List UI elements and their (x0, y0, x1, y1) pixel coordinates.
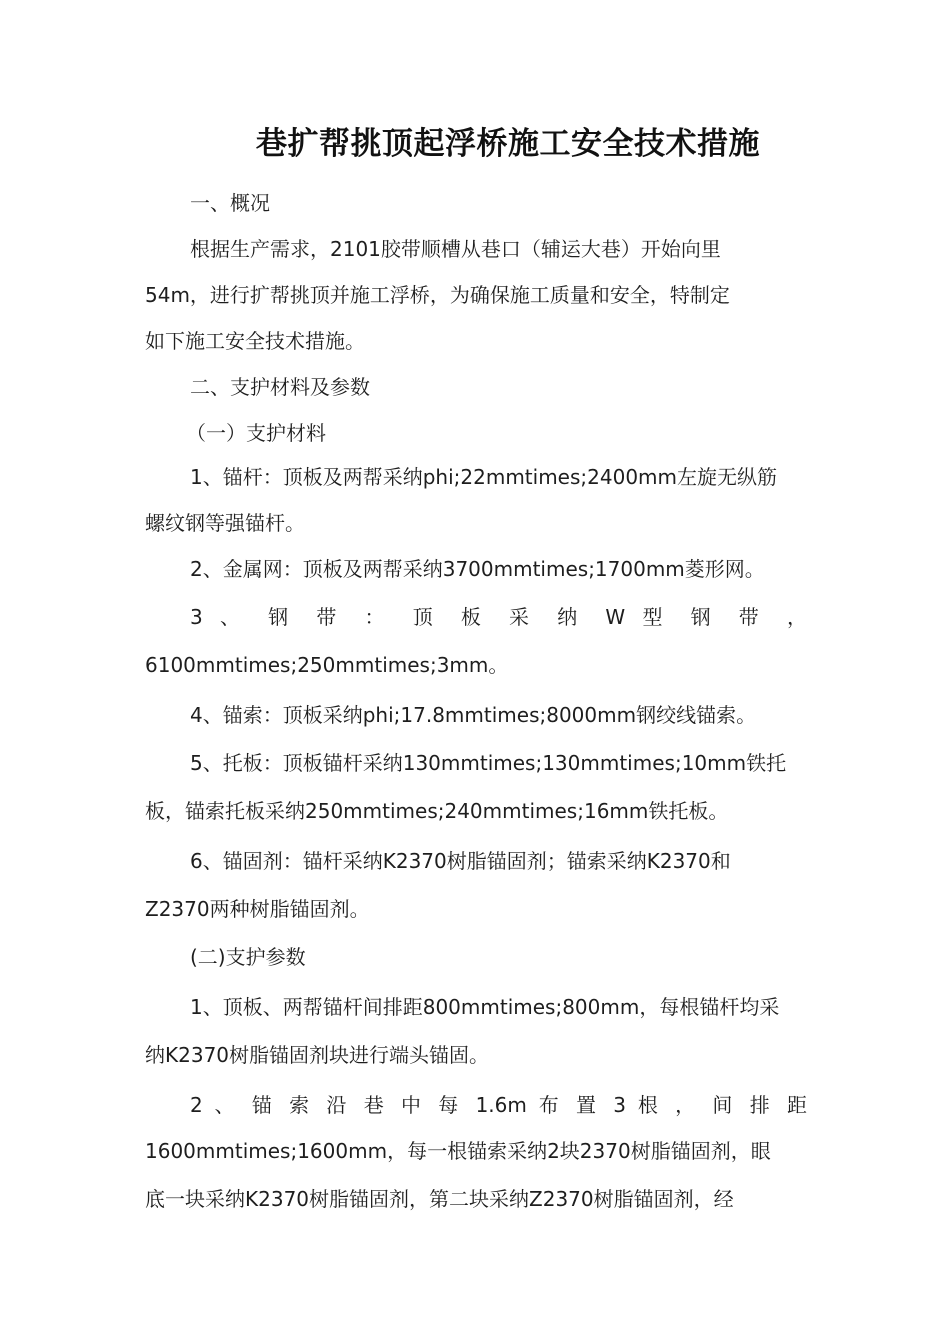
paragraph-line: Z2370两种树脂锚固剂。 (145, 897, 370, 921)
paragraph-line: 6100mmtimes;250mmtimes;3mm。 (145, 653, 509, 677)
paragraph-line: 根据生产需求，2101胶带顺槽从巷口（辅运大巷）开始向里 (190, 237, 721, 261)
paragraph-line: 底一块采纳K2370树脂锚固剂，第二块采纳Z2370树脂锚固剂，经 (145, 1187, 734, 1211)
document-title: 巷扩帮挑顶起浮桥施工安全技术措施 (256, 126, 760, 162)
paragraph-line: 1600mmtimes;1600mm，每一根锚索采纳2块2370树脂锚固剂，眼 (145, 1139, 771, 1163)
paragraph-line: 2、金属网：顶板及两帮采纳3700mmtimes;1700mm菱形网。 (190, 557, 765, 581)
paragraph-line: 2 、 锚 索 沿 巷 中 每 1.6m 布 置 3 根 ， 间 排 距 (190, 1093, 807, 1117)
paragraph-line: 6、锚固剂：锚杆采纳K2370树脂锚固剂；锚索采纳K2370和 (190, 849, 731, 873)
subsection-heading: (二)支护参数 (190, 945, 306, 969)
paragraph-line: 3 、 钢 带 ： 顶 板 采 纳 W 型 钢 带 ， (190, 605, 807, 629)
subsection-heading: （一）支护材料 (186, 421, 326, 445)
section-heading: 一、概况 (190, 191, 270, 215)
section-heading: 二、支护材料及参数 (190, 375, 370, 399)
paragraph-line: 1、顶板、两帮锚杆间排距800mmtimes;800mm，每根锚杆均采 (190, 995, 780, 1019)
paragraph-line: 如下施工安全技术措施。 (145, 329, 365, 353)
paragraph-line: 螺纹钢等强锚杆。 (145, 511, 305, 535)
paragraph-line: 5、托板：顶板锚杆采纳130mmtimes;130mmtimes;10mm铁托 (190, 751, 787, 775)
paragraph-line: 纳K2370树脂锚固剂块进行端头锚固。 (145, 1043, 490, 1067)
paragraph-line: 1、锚杆：顶板及两帮采纳phi;22mmtimes;2400mm左旋无纵筋 (190, 465, 778, 489)
paragraph-line: 板，锚索托板采纳250mmtimes;240mmtimes;16mm铁托板。 (145, 799, 729, 823)
paragraph-line: 4、锚索：顶板采纳phi;17.8mmtimes;8000mm钢绞线锚索。 (190, 703, 757, 727)
paragraph-line: 54m，进行扩帮挑顶并施工浮桥，为确保施工质量和安全，特制定 (145, 283, 730, 307)
